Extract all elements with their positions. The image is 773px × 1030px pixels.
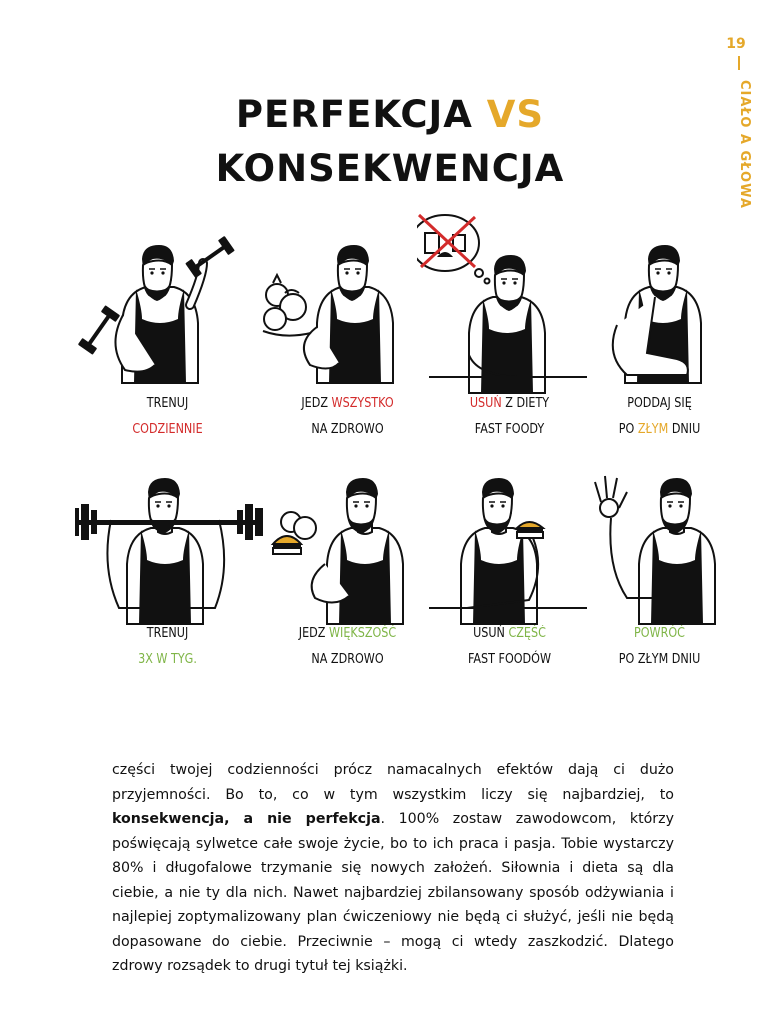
side-rule bbox=[738, 56, 740, 70]
panel-caption: JEDZ WIĘKSZOŚĆ NA ZDROWO bbox=[298, 626, 397, 667]
title-accent: VS bbox=[486, 93, 545, 136]
panel-return-after-bad-day bbox=[567, 468, 752, 668]
sad-chin-in-hand-icon bbox=[567, 235, 752, 395]
body-emphasis: konsekwencja, a nie perfekcja bbox=[112, 811, 381, 827]
vegetables-icon bbox=[255, 235, 440, 395]
title-part2: KONSEKWENCJA bbox=[215, 147, 565, 190]
panel-eat-everything-healthy bbox=[255, 235, 440, 435]
panel-caption: TRENUJ 3X W TYG. bbox=[138, 626, 197, 667]
page-number: 19 bbox=[726, 36, 746, 52]
panel-caption: PODDAJ SIĘ PO ZŁYM DNIU bbox=[618, 396, 701, 437]
panel-caption: JEDZ WSZYSTKO NA ZDROWO bbox=[301, 396, 394, 437]
ok-hand-gesture-icon bbox=[567, 468, 752, 628]
panel-give-up-after-bad-day bbox=[567, 235, 752, 435]
barbell-icon bbox=[75, 468, 275, 628]
burger-and-vegetables-icon bbox=[255, 468, 440, 628]
page-title bbox=[150, 88, 630, 196]
panel-caption: USUŃ Z DIETY FAST FOODY bbox=[469, 396, 550, 437]
panel-train-3x-week bbox=[75, 468, 260, 668]
panel-train-daily bbox=[75, 235, 260, 435]
panel-caption: TRENUJ CODZIENNIE bbox=[132, 396, 203, 437]
body-paragraph: części twojej codzienności prócz namacalnych efektów dają ci dużo przyjemności. Bo to, co w tym wszystkim liczy się najbardziej, to konsekwencja, a nie perfekcja. 100% zostaw zawodowcom, którzy poświęcają sylwetce całe swoje życie, bo to ich praca i pasja. Tobie wystarczy 80% i długofalowe trzymanie się nowych założeń. Siłownia i dieta są dla ciebie, a nie ty dla nich. Nawet najbardziej zbilansowany sposób odżywiania i najlepiej zoptymalizowany plan ćwiczeniowy nie będą ci służyć, jeśli nie będą dopasowane do ciebie. Przeciwnie – mogą ci wtedy zaszkodzić. Dlatego zdrowy rozsądek to drugi tytuł tej książki. bbox=[112, 762, 674, 974]
title-part1: PERFEKCJA bbox=[235, 93, 487, 136]
dumbbells-icon bbox=[75, 235, 260, 395]
panel-eat-most-healthy bbox=[255, 468, 440, 668]
section-label: CIAŁO A GŁOWA bbox=[737, 80, 752, 209]
panel-caption: POWRÓĆ PO ZŁYM DNIU bbox=[618, 626, 701, 667]
panel-caption: USUŃ CZĘŚĆ FAST FOODÓW bbox=[467, 626, 552, 667]
